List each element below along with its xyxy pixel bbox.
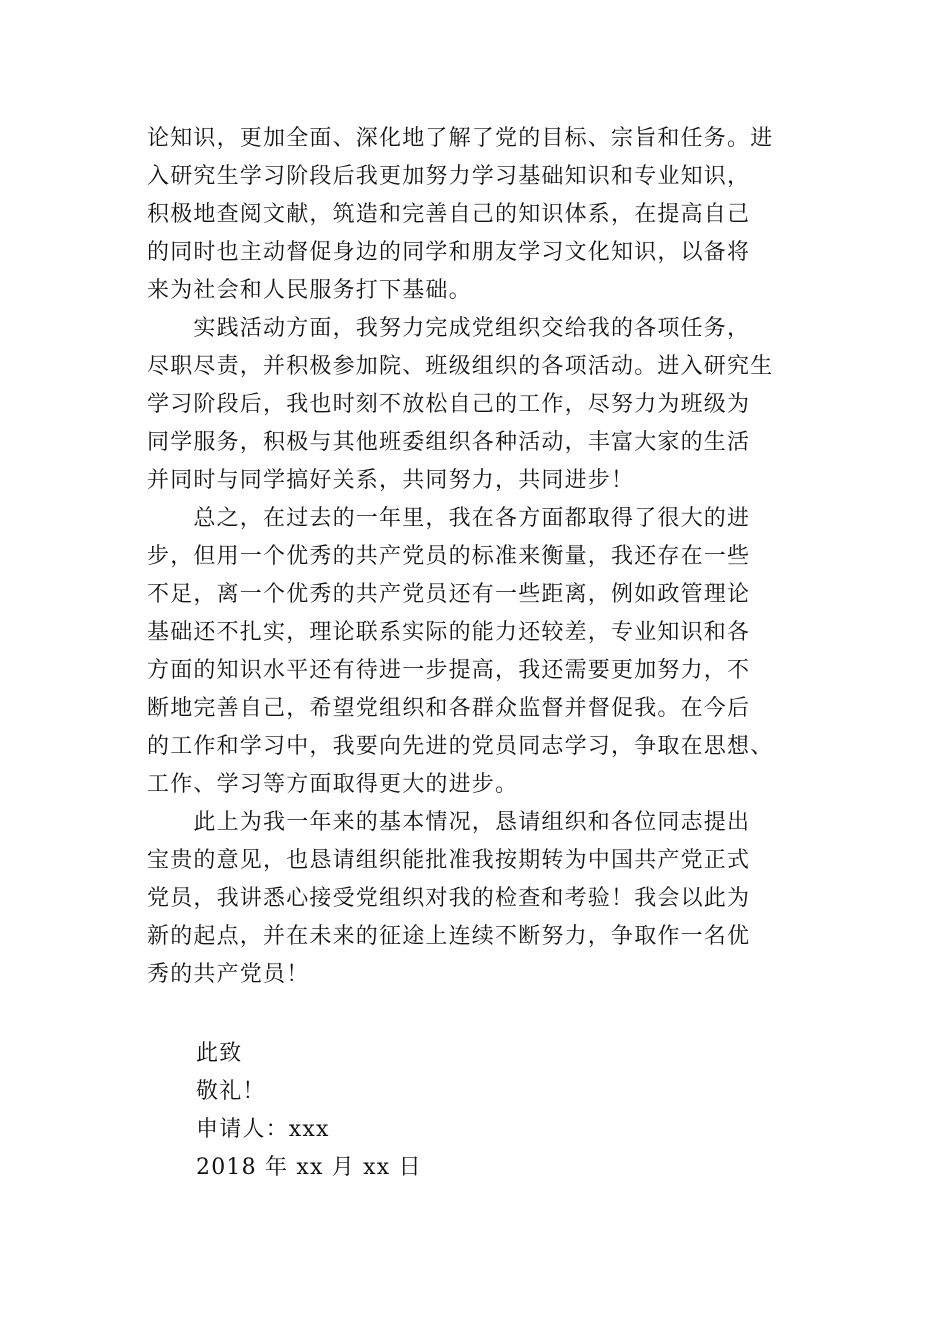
text-line: 工作、学习等方面取得更大的进步。 <box>147 772 519 797</box>
salutation: 此致 <box>196 1041 243 1066</box>
text-line: 宝贵的意见，也恳请组织能批准我按期转为中国共产党正式 <box>147 848 751 873</box>
text-line: 并同时与同学搞好关系，共同努力，共同进步！ <box>147 468 635 493</box>
closing-block <box>196 1035 796 1187</box>
text-line: 实践活动方面，我努力完成党组织交给我的各项任务， <box>147 316 751 341</box>
document-body <box>147 120 809 994</box>
text-line: 基础还不扎实，理论联系实际的能力还较差，专业知识和各 <box>147 620 751 645</box>
text-line: 总之，在过去的一年里，我在各方面都取得了很大的进 <box>147 506 751 531</box>
regards: 敬礼！ <box>196 1079 266 1104</box>
signature-date: 2018 年 xx 月 xx 日 <box>196 1155 422 1180</box>
text-line: 的工作和学习中，我要向先进的党员同志学习，争取在思想、 <box>147 734 774 759</box>
text-line: 断地完善自己，希望党组织和各群众监督并督促我。在今后 <box>147 696 751 721</box>
text-line: 入研究生学习阶段后我更加努力学习基础知识和专业知识， <box>147 164 751 189</box>
applicant-signature: 申请人：xxx <box>196 1117 330 1142</box>
text-line: 方面的知识水平还有待进一步提高，我还需要更加努力，不 <box>147 658 751 683</box>
text-line: 步，但用一个优秀的共产党员的标准来衡量，我还存在一些 <box>147 544 751 569</box>
text-line: 尽职尽责，并积极参加院、班级组织的各项活动。进入研究生 <box>147 354 774 379</box>
text-line: 论知识，更加全面、深化地了解了党的目标、宗旨和任务。进 <box>147 126 774 151</box>
text-line: 党员，我讲悉心接受党组织对我的检查和考验！我会以此为 <box>147 886 751 911</box>
text-line: 学习阶段后，我也时刻不放松自己的工作，尽努力为班级为 <box>147 392 751 417</box>
text-line: 秀的共产党员！ <box>147 962 310 987</box>
text-line: 此上为我一年来的基本情况，恳请组织和各位同志提出 <box>147 810 751 835</box>
text-line: 不足，离一个优秀的共产党员还有一些距离，例如政管理论 <box>147 582 751 607</box>
text-line: 新的起点，并在未来的征途上连续不断努力，争取作一名优 <box>147 924 751 949</box>
text-line: 的同时也主动督促身边的同学和朋友学习文化知识，以备将 <box>147 240 751 265</box>
text-line: 积极地查阅文献，筑造和完善自己的知识体系，在提高自己 <box>147 202 751 227</box>
text-line: 同学服务，积极与其他班委组织各种活动，丰富大家的生活 <box>147 430 751 455</box>
text-line: 来为社会和人民服务打下基础。 <box>147 278 472 303</box>
